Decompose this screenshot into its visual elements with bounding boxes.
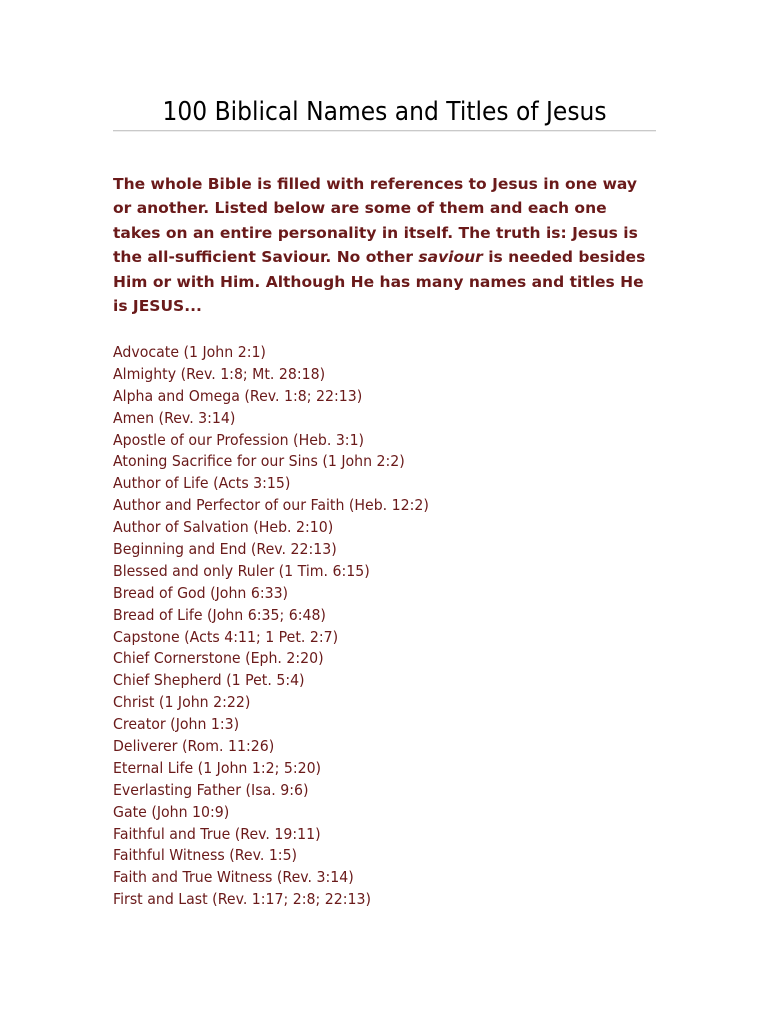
page-title: 100 Biblical Names and Titles of Jesus: [162, 97, 607, 127]
list-item: Author and Perfector of our Faith (Heb. 12:2): [113, 496, 429, 515]
list-item: Author of Salvation (Heb. 2:10): [113, 518, 334, 537]
list-item: Deliverer (Rom. 11:26): [113, 737, 275, 756]
list-item: Capstone (Acts 4:11; 1 Pet. 2:7): [113, 627, 339, 646]
list-item: Chief Shepherd (1 Pet. 5:4): [113, 671, 305, 690]
list-item: Bread of Life (John 6:35; 6:48): [113, 605, 326, 624]
intro-line-4-end: is needed besides: [482, 248, 646, 267]
list-item: Blessed and only Ruler (1 Tim. 6:15): [113, 561, 370, 580]
list-item: Faith and True Witness (Rev. 3:14): [113, 868, 354, 887]
list-item: Apostle of our Profession (Heb. 3:1): [113, 430, 365, 449]
list-item: Beginning and End (Rev. 22:13): [113, 540, 337, 559]
list-item: Amen (Rev. 3:14): [113, 408, 236, 427]
intro-line-6: is JESUS...: [113, 297, 202, 316]
list-item: First and Last (Rev. 1:17; 2:8; 22:13): [113, 890, 371, 909]
intro-line-4: [113, 245, 673, 269]
list-item: Creator (John 1:3): [113, 715, 240, 734]
intro-line-5: Him or with Him. Although He has many names and titles He: [113, 272, 644, 291]
list-item: Eternal Life (1 John 1:2; 5:20): [113, 758, 322, 777]
list-item: Gate (John 10:9): [113, 802, 230, 821]
list-item: Faithful Witness (Rev. 1:5): [113, 846, 298, 865]
title-divider: [113, 130, 656, 132]
list-item: Faithful and True (Rev. 19:11): [113, 824, 321, 843]
intro-line-4-start: the all-sufficient Saviour. No other: [113, 248, 419, 267]
list-item: Almighty (Rev. 1:8; Mt. 28:18): [113, 364, 326, 383]
list-item: Everlasting Father (Isa. 9:6): [113, 780, 309, 799]
names-list: [113, 342, 673, 911]
list-item: Bread of God (John 6:33): [113, 583, 289, 602]
list-item: Alpha and Omega (Rev. 1:8; 22:13): [113, 386, 363, 405]
intro-paragraph: [113, 172, 673, 318]
list-item: Chief Cornerstone (Eph. 2:20): [113, 649, 324, 668]
intro-line-1: The whole Bible is filled with references to Jesus in one way: [113, 175, 637, 193]
list-item: Atoning Sacrifice for our Sins (1 John 2:2): [113, 452, 405, 471]
intro-line-3: takes on an entire personality in itself. The truth is: Jesus is: [113, 223, 638, 242]
list-item: Christ (1 John 2:22): [113, 693, 251, 712]
list-item: Author of Life (Acts 3:15): [113, 474, 291, 493]
list-item: Advocate (1 John 2:1): [113, 343, 266, 361]
intro-emphasis-saviour: saviour: [418, 248, 483, 267]
intro-line-2: or another. Listed below are some of them and each one: [113, 199, 607, 218]
